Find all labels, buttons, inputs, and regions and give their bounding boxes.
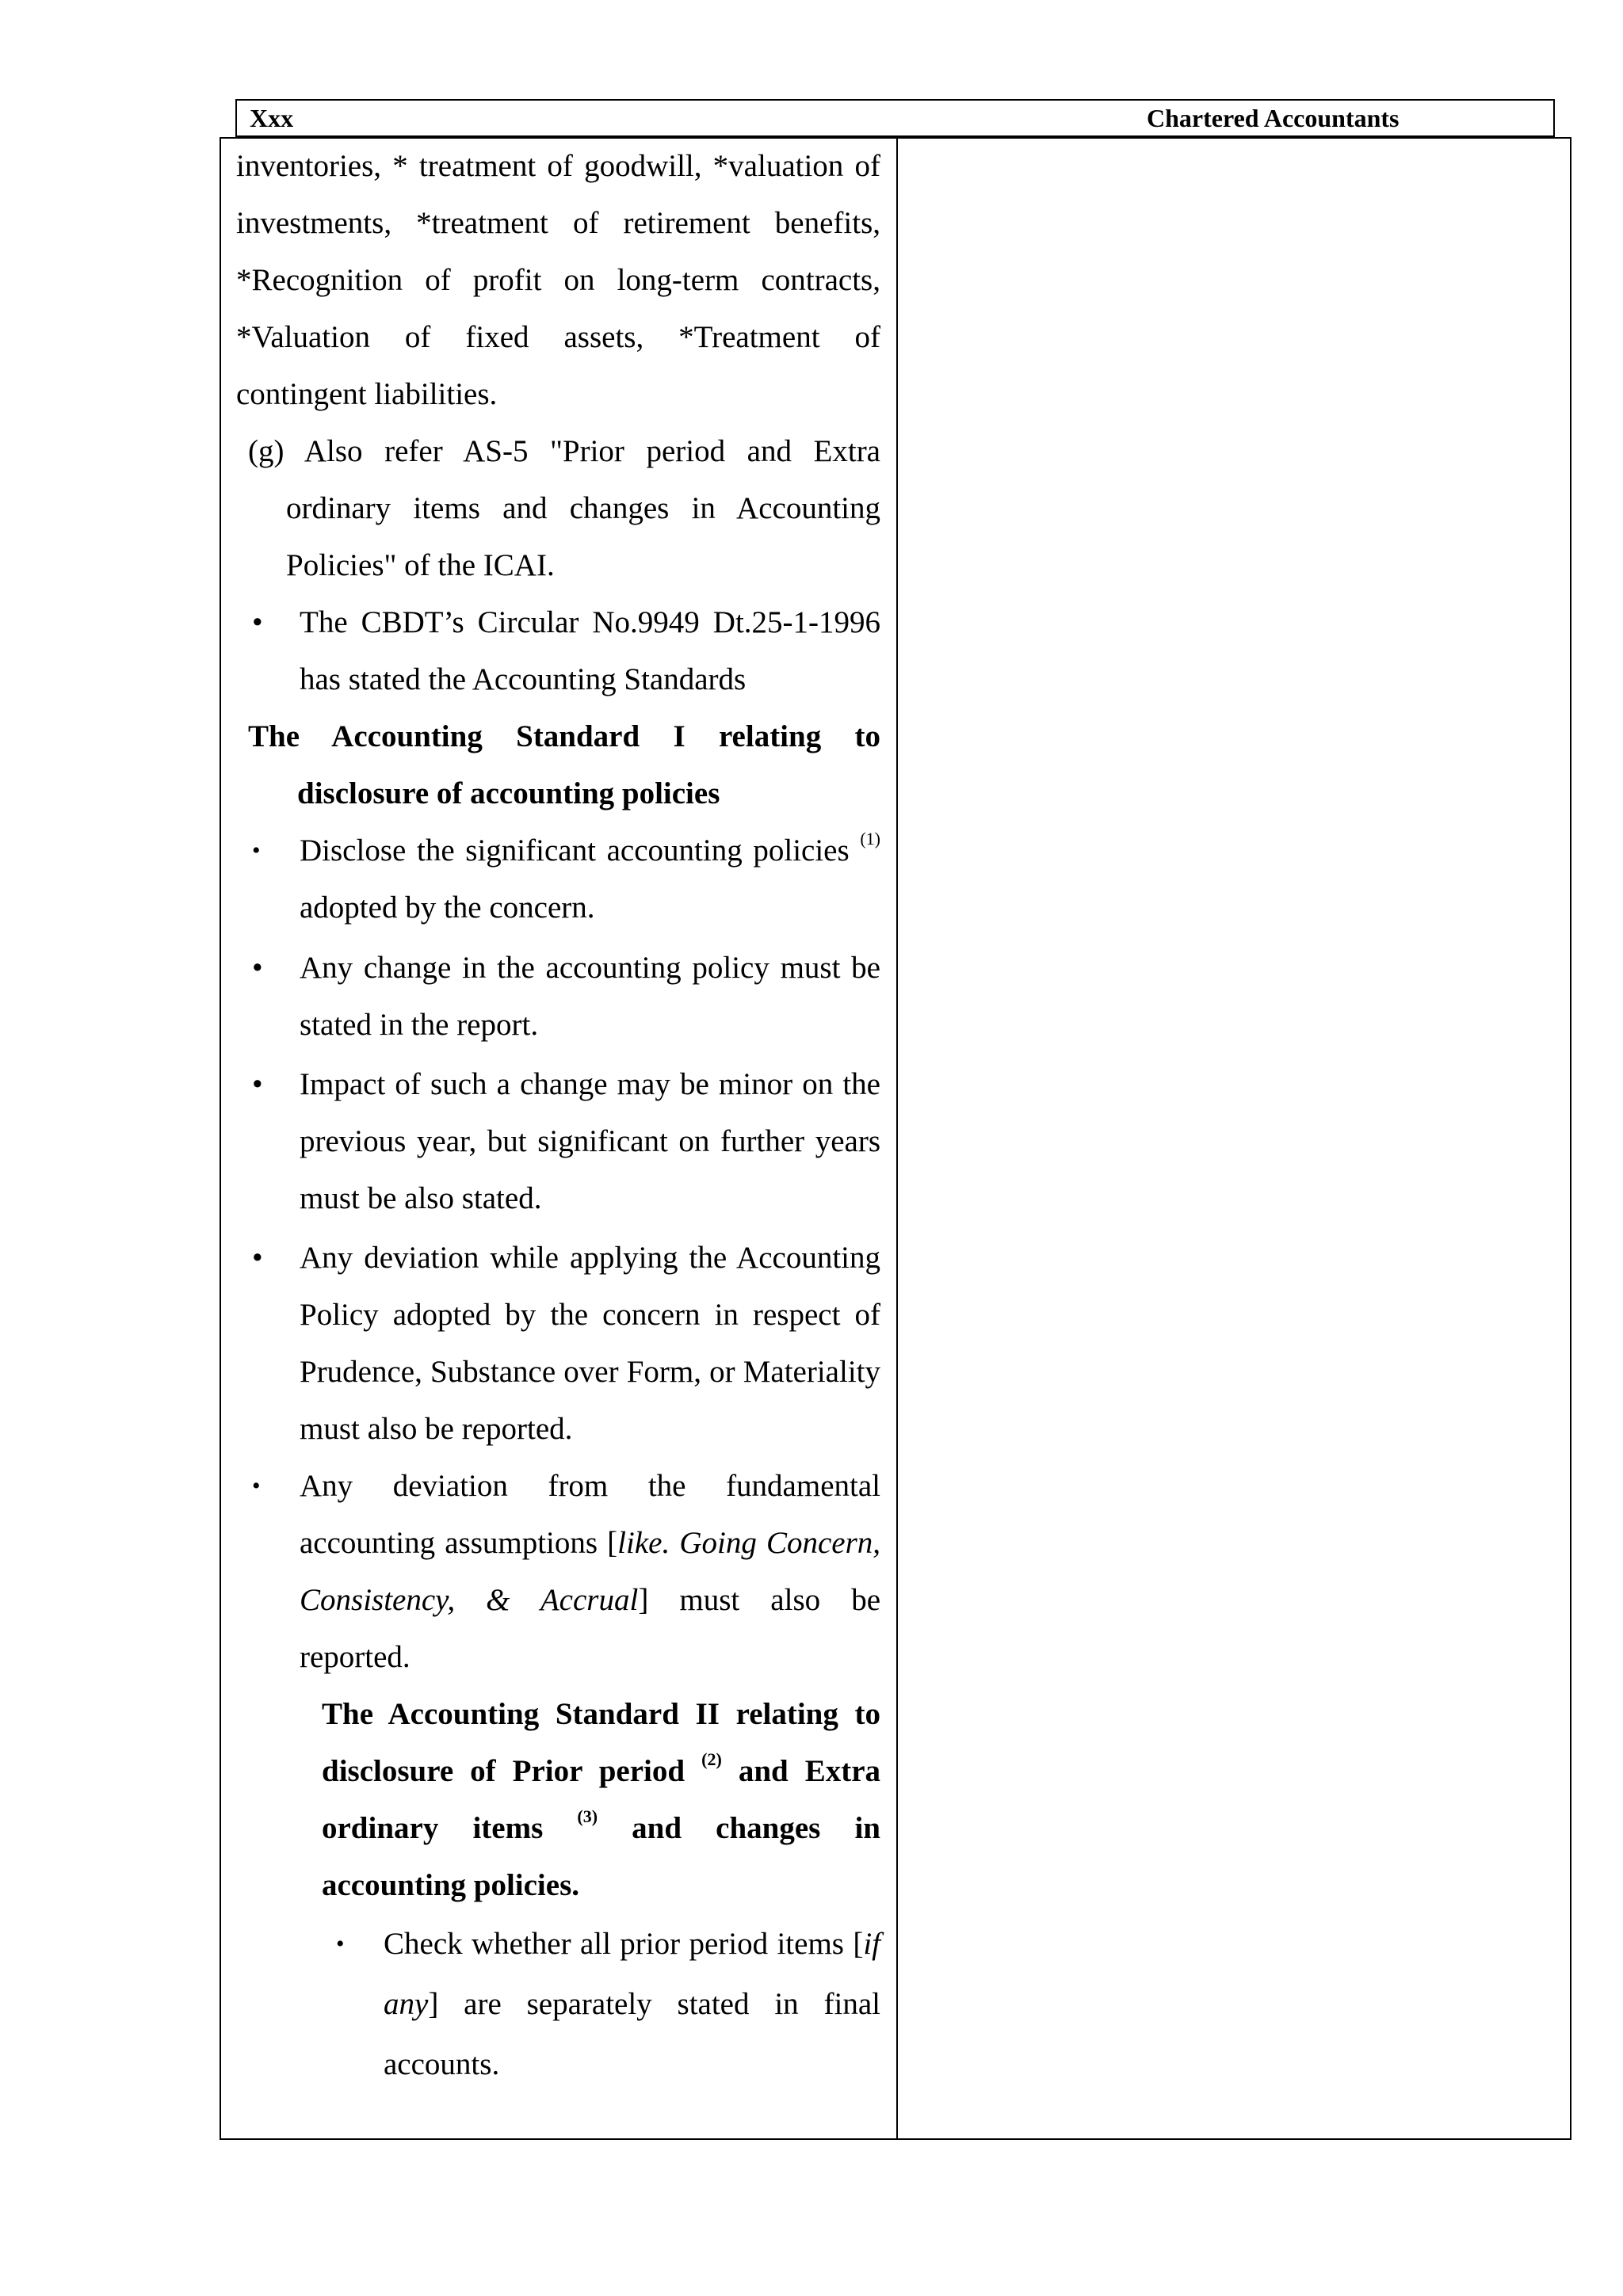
bullet-icon: • bbox=[252, 837, 261, 864]
bullet-icon: • bbox=[252, 951, 263, 985]
bullet-icon: • bbox=[252, 1473, 261, 1499]
bullet-icon: • bbox=[252, 1241, 263, 1275]
std1-bullet-2: • Any change in the accounting policy must be stated in the report. bbox=[236, 940, 880, 1054]
footnote-ref-2: (2) bbox=[701, 1749, 722, 1769]
bullet-icon: • bbox=[336, 1931, 345, 1957]
header-firm-name: Xxx bbox=[250, 104, 294, 132]
std2-bullet-1: • Check whether all prior period items [if any] are separately stated in final accounts. bbox=[322, 1914, 880, 2095]
column-divider bbox=[896, 139, 898, 2138]
std1-bullet-5: • Any deviation from the fundamental accounting assumptions [like. Going Concern, Consistency, & Accrual] must also be reported. bbox=[236, 1458, 880, 1686]
std1-bullet-4: • Any deviation while applying the Accounting Policy adopted by the concern in respect of Prudence, Substance over Form, or Materiality must also be reported. bbox=[236, 1230, 880, 1458]
bullet-icon: • bbox=[252, 1067, 263, 1101]
paragraph-policies-list: inventories, * treatment of goodwill, *valuation of investments, *treatment of retirement benefits, *Recognition of profit on long-term contracts, *Valuation of fixed assets, *Treatment of contingent liabilities. bbox=[236, 149, 880, 411]
footnote-ref-3: (3) bbox=[577, 1806, 598, 1826]
left-column bbox=[236, 139, 880, 2095]
paragraph-g-as5: (g) Also refer AS-5 "Prior period and Extra ordinary items and changes in Accounting Policies" of the ICAI. bbox=[248, 434, 880, 582]
bullet-cbdt-circular bbox=[236, 594, 880, 708]
content-table bbox=[220, 137, 1571, 2140]
std1-bullet-1: • Disclose the significant accounting policies $^{(1)}$ adopted by the concern. bbox=[236, 822, 880, 936]
standard-2-heading: The Accounting Standard II relating to disclosure of Prior period $^{(2)}$ and Extra ordinary items $^{(3)}$ and changes in accounting policies. bbox=[322, 1697, 881, 1902]
bullet-text: The CBDT’s Circular No.9949 Dt.25-1-1996 has stated the Accounting Standards bbox=[300, 605, 880, 696]
std1-bullet-3: • Impact of such a change may be minor on the previous year, but significant on further years must be also stated. bbox=[236, 1056, 880, 1227]
footnote-ref-1: (1) bbox=[860, 829, 880, 849]
page-header bbox=[235, 99, 1555, 137]
standard-1-heading: The Accounting Standard I relating to disclosure of accounting policies bbox=[248, 719, 880, 810]
header-subtitle: Chartered Accountants bbox=[1147, 104, 1400, 132]
bullet-icon: • bbox=[252, 605, 263, 639]
